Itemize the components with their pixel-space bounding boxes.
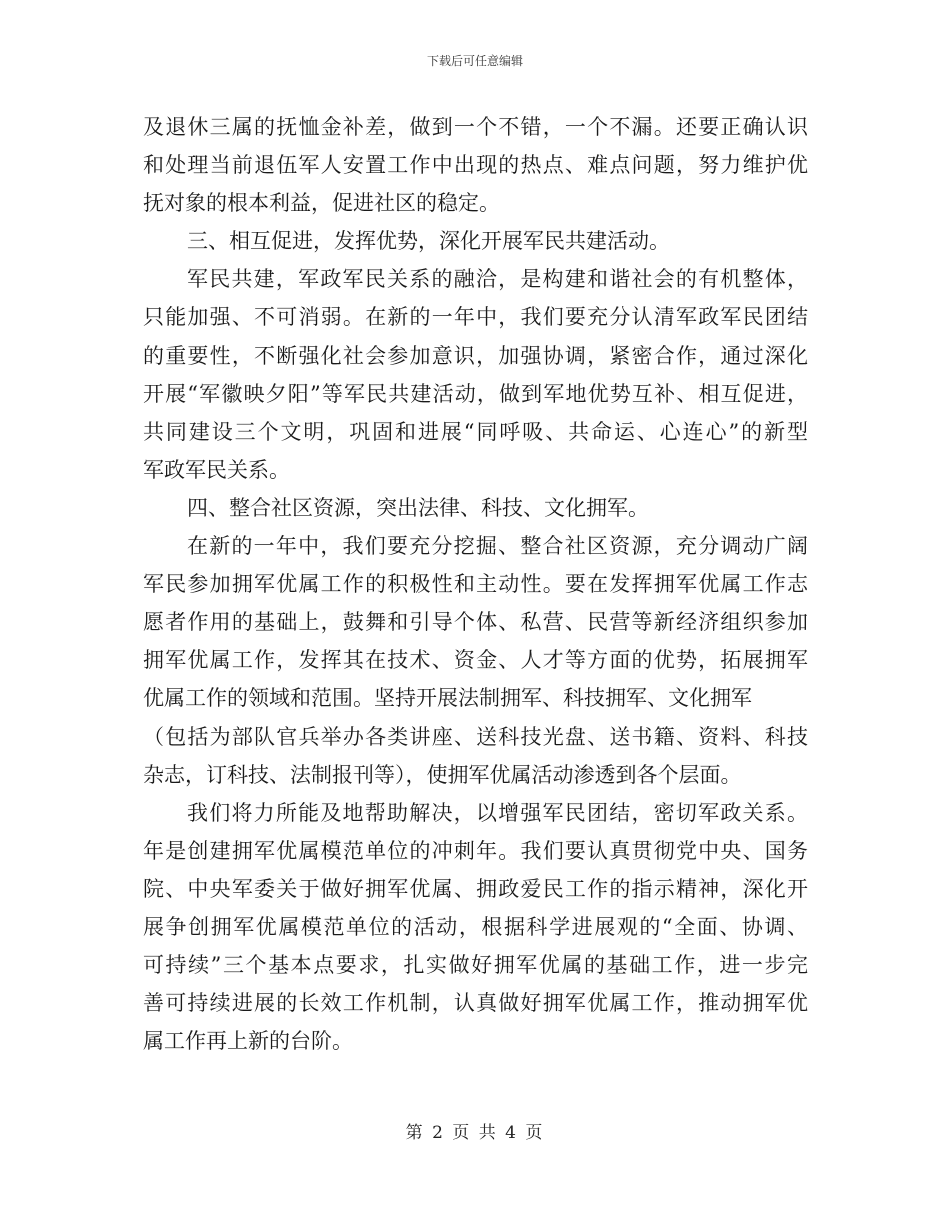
text-line: 军政军民关系。 (143, 457, 290, 482)
page-header: 下载后可任意编辑 (426, 54, 523, 68)
text-line: 抚对象的根本利益，促进社区的稳定。 (143, 191, 500, 216)
text-line: 三、相互促进，发挥优势，深化开展军民共建活动。 (187, 229, 670, 254)
text-line: 我们将力所能及地帮助解决，以增强军民团结，密切军政关系。 (187, 800, 808, 825)
text-line: 展争创拥军优属模范单位的活动，根据科学进展观的“全面、协调、 (143, 914, 808, 939)
text-line: 及退休三属的抚恤金补差，做到一个不错，一个不漏。还要正确认识 (143, 115, 808, 139)
text-line: 属工作再上新的台阶。 (143, 1029, 353, 1054)
text-line: 和处理当前退伍军人安置工作中出现的热点、难点问题，努力维护优 (143, 153, 808, 178)
text-line: 善可持续进展的长效工作机制，认真做好拥军优属工作，推动拥军优 (143, 991, 808, 1016)
text-line: 军民参加拥军优属工作的积极性和主动性。要在发挥拥军优属工作志 (143, 572, 808, 597)
text-line: 军民共建，军政军民关系的融洽，是构建和谐社会的有机整体， (187, 267, 808, 292)
text-line: 愿者作用的基础上，鼓舞和引导个体、私营、民营等新经济组织参加 (143, 610, 808, 635)
text-line: 院、中央军委关于做好拥军优属、拥政爱民工作的指示精神，深化开 (143, 876, 808, 901)
text-line: 只能加强、不可消弱。在新的一年中，我们要充分认清军政军民团结 (143, 305, 808, 330)
text-line: 开展“军徽映夕阳”等军民共建活动，做到军地优势互补、相互促进， (143, 381, 808, 406)
text-line: 优属工作的领域和范围。坚持开展法制拥军、科技拥军、文化拥军 (143, 686, 752, 711)
document-body (143, 108, 808, 1060)
text-line: 拥军优属工作，发挥其在技术、资金、人才等方面的优势，拓展拥军 (143, 648, 808, 673)
page-footer: 第 2 页 共 4 页 (405, 1123, 545, 1143)
text-line: 杂志，订科技、法制报刊等），使拥军优属活动渗透到各个层面。 (143, 762, 742, 787)
text-line: 年是创建拥军优属模范单位的冲刺年。我们要认真贯彻党中央、国务 (143, 838, 808, 863)
text-line: 共同建设三个文明，巩固和进展“同呼吸、共命运、心连心”的新型 (143, 419, 808, 444)
text-line: 的重要性，不断强化社会参加意识，加强协调，紧密合作，通过深化 (143, 343, 808, 368)
text-line: 四、整合社区资源，突出法律、科技、文化拥军。 (187, 495, 649, 520)
text-line: 可持续”三个基本点要求，扎实做好拥军优属的基础工作，进一步完 (143, 953, 808, 978)
text-line: 在新的一年中，我们要充分挖掘、整合社区资源，充分调动广阔 (187, 534, 808, 559)
text-line: （包括为部队官兵举办各类讲座、送科技光盘、送书籍、资料、科技 (143, 724, 808, 749)
